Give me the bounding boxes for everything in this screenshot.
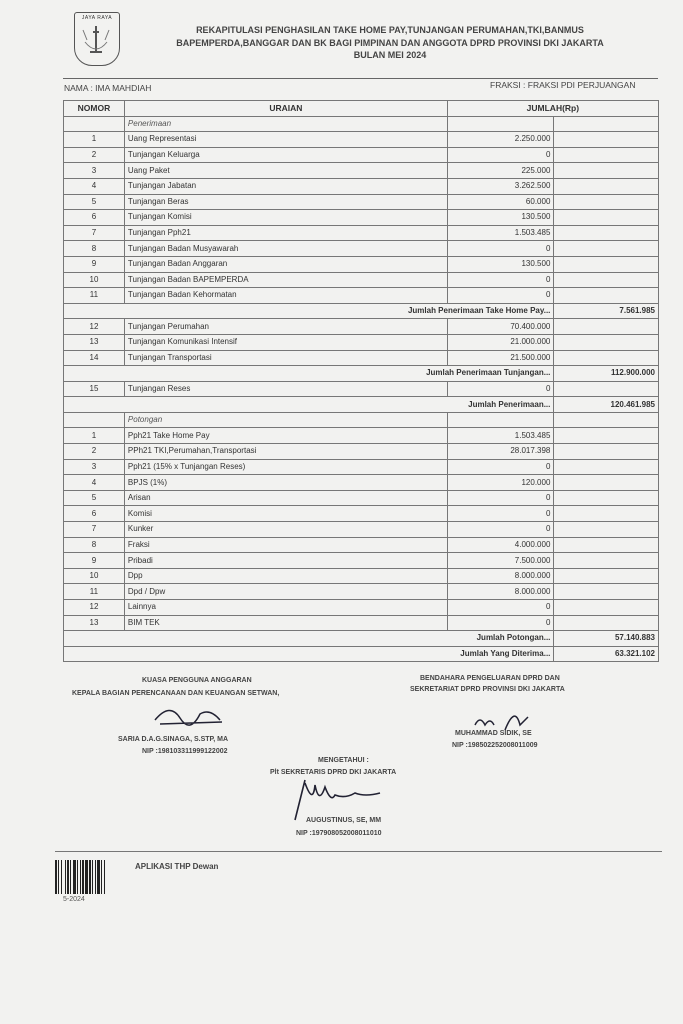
row-number: 2 (64, 147, 125, 163)
row-value: 0 (447, 459, 554, 475)
row-label: Lainnya (124, 600, 447, 616)
row-total-empty (554, 506, 659, 522)
sum-potongan-row (64, 631, 659, 647)
row-total-empty (554, 334, 659, 350)
sig-left-nip: NIP :198103311999122002 (142, 748, 228, 755)
row-number: 13 (64, 334, 125, 350)
row-total-empty (554, 178, 659, 194)
row-value: 28.017.398 (447, 444, 554, 460)
table-row (64, 490, 659, 506)
row-total-empty (554, 132, 659, 148)
signature-left (150, 700, 230, 730)
row-number: 1 (64, 132, 125, 148)
table-row (64, 615, 659, 631)
row-number: 3 (64, 459, 125, 475)
row-number: 8 (64, 537, 125, 553)
sum-number-empty (64, 397, 125, 413)
table-row (64, 506, 659, 522)
title-line-3: BULAN MEI 2024 (353, 50, 427, 60)
row-label: Tunjangan Beras (124, 194, 447, 210)
footer-code: 5-2024 (63, 896, 85, 903)
row-total-empty (554, 568, 659, 584)
section-number-empty (64, 412, 125, 428)
sum-diterima-row (64, 646, 659, 662)
sum-label: Jumlah Yang Diterima... (124, 646, 553, 662)
footer-app-name: APLIKASI THP Dewan (135, 862, 219, 871)
row-value: 0 (447, 522, 554, 538)
sig-left-line2: KEPALA BAGIAN PERENCANAAN DAN KEUANGAN SETWAN, (72, 690, 280, 697)
row-number: 2 (64, 444, 125, 460)
row-label: Pribadi (124, 553, 447, 569)
row-label: Komisi (124, 506, 447, 522)
table-row (64, 225, 659, 241)
sum-value: 63.321.102 (554, 646, 659, 662)
row-label: BPJS (1%) (124, 475, 447, 491)
table-row (64, 147, 659, 163)
row-label: Tunjangan Badan Musyawarah (124, 241, 447, 257)
row-label: Pph21 (15% x Tunjangan Reses) (124, 459, 447, 475)
logo-text: JAYA RAYA (81, 15, 113, 21)
row-label: Tunjangan Pph21 (124, 225, 447, 241)
table-body (64, 116, 659, 662)
row-total-empty (554, 444, 659, 460)
sum-value: 112.900.000 (554, 366, 659, 382)
sum-label: Jumlah Penerimaan Take Home Pay... (124, 303, 553, 319)
table-header-row (64, 101, 659, 117)
table-row (64, 334, 659, 350)
row-number: 3 (64, 163, 125, 179)
row-label: Tunjangan Perumahan (124, 319, 447, 335)
row-number: 6 (64, 506, 125, 522)
sig-left-line1: KUASA PENGGUNA ANGGARAN (142, 677, 252, 684)
section-penerimaan (64, 116, 659, 132)
col-header-uraian: URAIAN (124, 101, 447, 117)
section-label: Potongan (124, 412, 447, 428)
table-row (64, 428, 659, 444)
sum-take-home-pay-row (64, 303, 659, 319)
barcode-bar (105, 860, 107, 894)
row-value: 0 (447, 288, 554, 304)
sig-right-line1: BENDAHARA PENGELUARAN DPRD DAN (420, 675, 560, 682)
row-number: 14 (64, 350, 125, 366)
sum-label: Jumlah Penerimaan Tunjangan... (124, 366, 553, 382)
row-total-empty (554, 600, 659, 616)
sum-penerimaan-row (64, 397, 659, 413)
table-row (64, 381, 659, 397)
row-value: 0 (447, 490, 554, 506)
row-label: Dpd / Dpw (124, 584, 447, 600)
row-value: 70.400.000 (447, 319, 554, 335)
row-value: 0 (447, 241, 554, 257)
row-value: 21.000.000 (447, 334, 554, 350)
row-number: 9 (64, 553, 125, 569)
row-label: Fraksi (124, 537, 447, 553)
row-value: 130.500 (447, 210, 554, 226)
table-row (64, 537, 659, 553)
sum-value: 57.140.883 (554, 631, 659, 647)
row-number: 11 (64, 288, 125, 304)
row-value: 2.250.000 (447, 132, 554, 148)
sum-label: Jumlah Potongan... (124, 631, 553, 647)
row-number: 1 (64, 428, 125, 444)
row-number: 10 (64, 272, 125, 288)
row-label: BIM TEK (124, 615, 447, 631)
row-total-empty (554, 381, 659, 397)
row-number: 8 (64, 241, 125, 257)
table-row (64, 444, 659, 460)
nama-label: NAMA : IMA MAHDIAH (64, 83, 152, 93)
sum-value: 7.561.985 (554, 303, 659, 319)
section-value-empty (447, 116, 554, 132)
table-row (64, 288, 659, 304)
title-line-2: BAPEMPERDA,BANGGAR DAN BK BAGI PIMPINAN DAN ANGGOTA DPRD PROVINSI DKI JAKARTA (176, 37, 604, 48)
row-number: 6 (64, 210, 125, 226)
row-label: Kunker (124, 522, 447, 538)
table-row (64, 210, 659, 226)
row-value: 0 (447, 272, 554, 288)
row-label: Uang Paket (124, 163, 447, 179)
sum-number-empty (64, 366, 125, 382)
row-number: 11 (64, 584, 125, 600)
title-line-1: REKAPITULASI PENGHASILAN TAKE HOME PAY,TUNJANGAN PERUMAHAN,TKI,BANMUS (196, 25, 584, 35)
row-total-empty (554, 210, 659, 226)
sum-tunjangan-row (64, 366, 659, 382)
row-total-empty (554, 319, 659, 335)
row-number: 10 (64, 568, 125, 584)
row-value: 1.503.485 (447, 225, 554, 241)
row-number: 15 (64, 381, 125, 397)
row-total-empty (554, 553, 659, 569)
row-total-empty (554, 584, 659, 600)
section-number-empty (64, 116, 125, 132)
sum-value: 120.461.985 (554, 397, 659, 413)
row-label: Tunjangan Komisi (124, 210, 447, 226)
row-label: Tunjangan Badan BAPEMPERDA (124, 272, 447, 288)
row-total-empty (554, 459, 659, 475)
col-header-nomor: NOMOR (64, 101, 125, 117)
table-row (64, 272, 659, 288)
table-row (64, 241, 659, 257)
sum-label: Jumlah Penerimaan... (124, 397, 553, 413)
row-value: 21.500.000 (447, 350, 554, 366)
col-header-jumlah: JUMLAH(Rp) (447, 101, 658, 117)
sig-right-nip: NIP :198502252008011009 (452, 742, 538, 749)
row-total-empty (554, 272, 659, 288)
sig-left-name: SARIA D.A.G.SINAGA, S.STP, MA (118, 736, 229, 743)
row-total-empty (554, 194, 659, 210)
row-value: 120.000 (447, 475, 554, 491)
table-row (64, 350, 659, 366)
row-value: 0 (447, 147, 554, 163)
sum-number-empty (64, 646, 125, 662)
row-label: Uang Representasi (124, 132, 447, 148)
table-row (64, 319, 659, 335)
row-number: 4 (64, 178, 125, 194)
table-row (64, 163, 659, 179)
table-row (64, 256, 659, 272)
sig-center-line2: Plt SEKRETARIS DPRD DKI JAKARTA (270, 769, 397, 776)
row-number: 7 (64, 225, 125, 241)
row-label: Tunjangan Badan Kehormatan (124, 288, 447, 304)
row-total-empty (554, 225, 659, 241)
table-row (64, 522, 659, 538)
row-label: Dpp (124, 568, 447, 584)
row-value: 0 (447, 600, 554, 616)
row-label: Arisan (124, 490, 447, 506)
row-number: 13 (64, 615, 125, 631)
row-total-empty (554, 537, 659, 553)
table-row (64, 568, 659, 584)
row-value: 0 (447, 615, 554, 631)
sig-center-line1: MENGETAHUI : (318, 757, 369, 764)
sig-right-line2: SEKRETARIAT DPRD PROVINSI DKI JAKARTA (410, 686, 565, 693)
row-total-empty (554, 241, 659, 257)
row-value: 8.000.000 (447, 568, 554, 584)
row-number: 5 (64, 194, 125, 210)
row-value: 0 (447, 381, 554, 397)
row-total-empty (554, 522, 659, 538)
row-label: Tunjangan Komunikasi Intensif (124, 334, 447, 350)
row-label: Pph21 Take Home Pay (124, 428, 447, 444)
sum-number-empty (64, 631, 125, 647)
row-number: 9 (64, 256, 125, 272)
section-total-empty (554, 116, 659, 132)
section-label: Penerimaan (124, 116, 447, 132)
sum-number-empty (64, 303, 125, 319)
row-number: 7 (64, 522, 125, 538)
row-value: 130.500 (447, 256, 554, 272)
row-value: 0 (447, 506, 554, 522)
table-row (64, 178, 659, 194)
table-row (64, 194, 659, 210)
row-total-empty (554, 615, 659, 631)
row-value: 7.500.000 (447, 553, 554, 569)
row-label: Tunjangan Keluarga (124, 147, 447, 163)
row-total-empty (554, 147, 659, 163)
row-label: Tunjangan Reses (124, 381, 447, 397)
sig-center-nip: NIP :197908052008011010 (296, 830, 382, 837)
row-total-empty (554, 288, 659, 304)
row-total-empty (554, 256, 659, 272)
table-row (64, 459, 659, 475)
row-label: Tunjangan Jabatan (124, 178, 447, 194)
table-row (64, 584, 659, 600)
row-number: 12 (64, 600, 125, 616)
footer-divider (55, 851, 662, 852)
row-value: 8.000.000 (447, 584, 554, 600)
row-value: 225.000 (447, 163, 554, 179)
sig-center-name: AUGUSTINUS, SE, MM (306, 817, 382, 824)
row-total-empty (554, 490, 659, 506)
row-value: 60.000 (447, 194, 554, 210)
income-table (63, 100, 659, 662)
sig-right-name: MUHAMMAD SIDIK, SE (455, 730, 532, 737)
table-row (64, 475, 659, 491)
table-row (64, 600, 659, 616)
row-label: Tunjangan Transportasi (124, 350, 447, 366)
row-value: 1.503.485 (447, 428, 554, 444)
jakarta-logo (74, 12, 120, 66)
row-total-empty (554, 428, 659, 444)
row-total-empty (554, 163, 659, 179)
table-row (64, 553, 659, 569)
row-number: 4 (64, 475, 125, 491)
table-row (64, 132, 659, 148)
document-title (130, 24, 650, 62)
row-value: 4.000.000 (447, 537, 554, 553)
header-divider (63, 78, 658, 79)
row-number: 5 (64, 490, 125, 506)
row-label: Tunjangan Badan Anggaran (124, 256, 447, 272)
section-value-empty (447, 412, 554, 428)
row-total-empty (554, 475, 659, 491)
section-total-empty (554, 412, 659, 428)
row-number: 12 (64, 319, 125, 335)
fraksi-label: FRAKSI : FRAKSI PDI PERJUANGAN (490, 80, 636, 90)
row-label: PPh21 TKI,Perumahan,Transportasi (124, 444, 447, 460)
section-potongan (64, 412, 659, 428)
row-total-empty (554, 350, 659, 366)
barcode-icon (55, 860, 127, 894)
row-value: 3.262.500 (447, 178, 554, 194)
